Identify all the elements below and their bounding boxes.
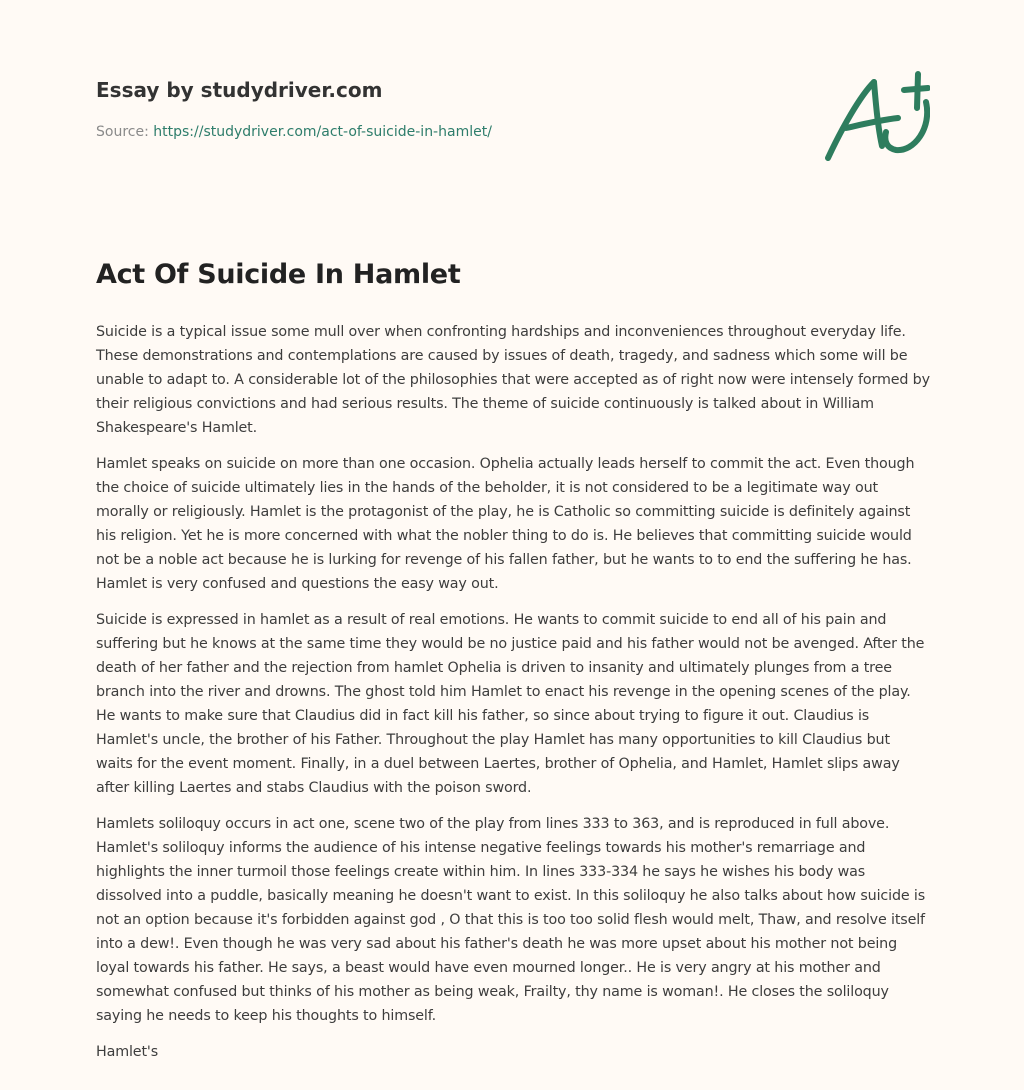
source-line (96, 122, 936, 142)
paragraph: Suicide is a typical issue some mull over when confronting hardships and inconveniences throughout everyday life. These demonstrations and contemplations are caused by issues of death, tragedy, and sadness which some will be unable to adapt to. A considerable lot of the philosophies that were accepted as of right now were intensely formed by their religious convictions and had serious results. The theme of suicide continuously is talked about in William Shakespeare's Hamlet. (96, 324, 930, 436)
a-plus-grade-icon (818, 66, 930, 166)
page-header (96, 76, 936, 142)
paragraph: Suicide is expressed in hamlet as a result of real emotions. He wants to commit suicide to end all of his pain and suffering but he knows at the same time they would be no justice paid and his father would not be avenged. After the death of her father and the rejection from hamlet Ophelia is driven to insanity and ultimately plunges from a tree branch into the river and drowns. The ghost told him Hamlet to enact his revenge in the opening scenes of the play. He wants to make sure that Claudius did in fact kill his father, so since about trying to figure it out. Claudius is Hamlet's uncle, the brother of his Father. Throughout the play Hamlet has many opportunities to kill Claudius but waits for the event moment. Finally, in a duel between Laertes, brother of Ophelia, and Hamlet, Hamlet slips away after killing Laertes and stabs Claudius with the poison sword. (96, 612, 925, 796)
source-label: Source: (96, 124, 154, 140)
article-title: Act Of Suicide In Hamlet (96, 259, 461, 290)
paragraph: Hamlets soliloquy occurs in act one, scene two of the play from lines 333 to 363, and is reproduced in full above. Hamlet's soliloquy informs the audience of his intense negative feelings towards his mother's remarriage and highlights the inner turmoil those feelings create within him. In lines 333-334 he says he wishes his body was dissolved into a puddle, basically meaning he doesn't want to exist. In this soliloquy he also talks about how suicide is not an option because it's forbidden against god , O that this is too too solid flesh would melt, Thaw, and resolve itself into a dew!. Even though he was very sad about his father's death he was more upset about his mother not being loyal towards his father. He says, a beast would have even mourned longer.. He is very angry at his mother and somewhat confused but thinks of his mother as being weak, Frailty, thy name is woman!. He closes the soliloquy saying he needs to keep his thoughts to himself. (96, 816, 926, 1024)
site-title: Essay by studydriver.com (96, 78, 383, 102)
paragraph-truncated: Hamlet's (96, 1044, 158, 1060)
paragraph: Hamlet speaks on suicide on more than one occasion. Ophelia actually leads herself to commit the act. Even though the choice of suicide ultimately lies in the hands of the beholder, it is not considered to be a legitimate way out morally or religiously. Hamlet is the protagonist of the play, he is Catholic so committing suicide is definitely against his religion. Yet he is more concerned with what the nobler thing to do is. He believes that committing suicide would not be a noble act because he is lurking for revenge of his fallen father, but he wants to to end the suffering he has. Hamlet is very confused and questions the easy way out. (96, 456, 915, 592)
essay-article (96, 256, 930, 1076)
source-link[interactable]: https://studydriver.com/act-of-suicide-in-hamlet/ (153, 124, 492, 140)
